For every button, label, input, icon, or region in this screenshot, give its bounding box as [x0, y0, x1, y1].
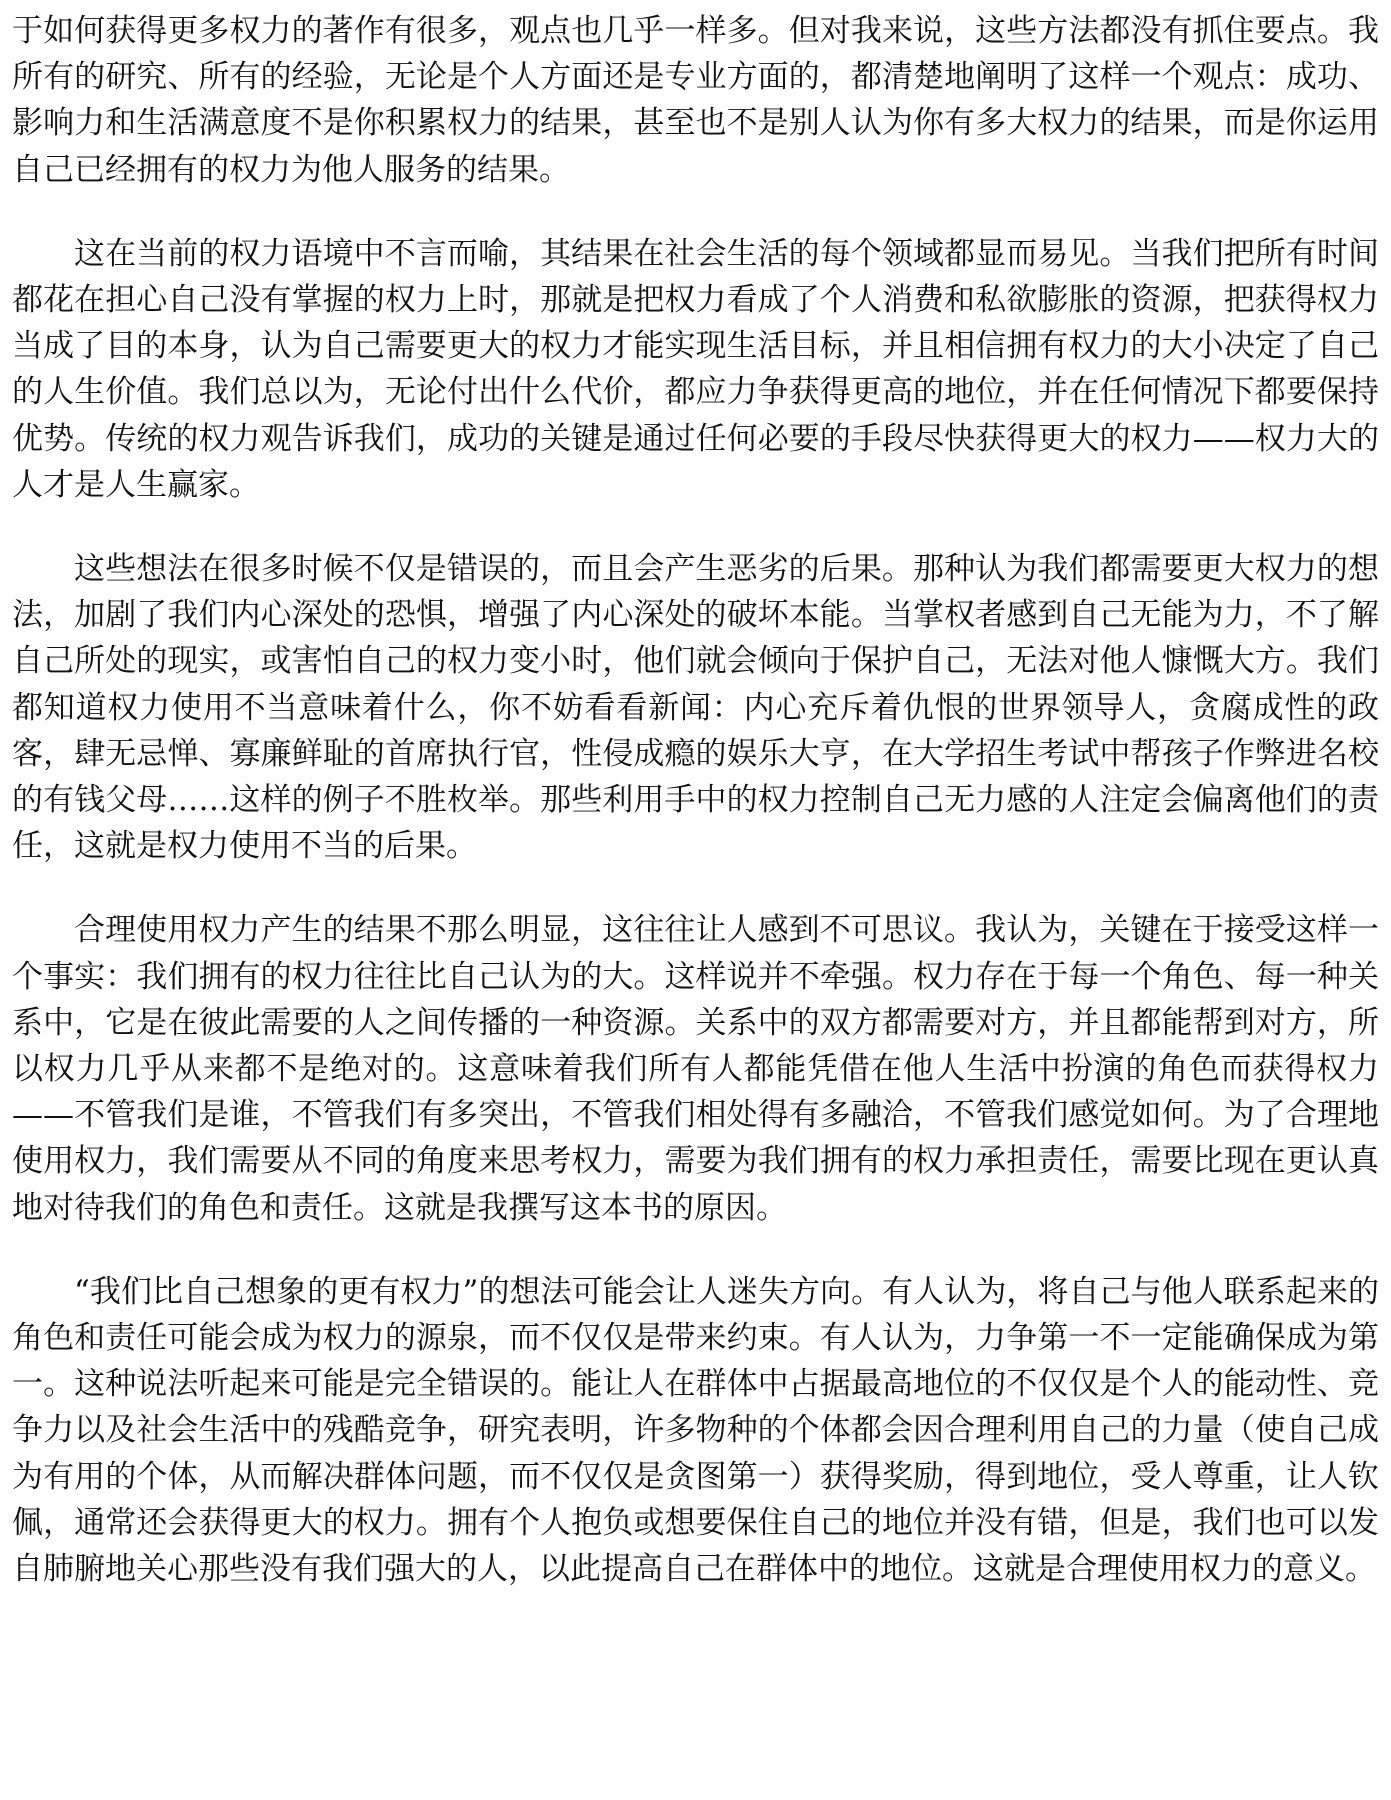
- paragraph-2: 这在当前的权力语境中不言而喻，其结果在社会生活的每个领域都显而易见。当我们把所有时间都花在担心自己没有掌握的权力上时，那就是把权力看成了个人消费和私欲膨胀的资源，把获得权力当成了目的本身，认为自己需要更大的权力才能实现生活目标，并且相信拥有权力的大小决定了自己的人生价值。我们总以为，无论付出什么代价，都应力争获得更高的地位，并在任何情况下都要保持优势。传统的权力观告诉我们，成功的关键是通过任何必要的手段尽快获得更大的权力——权力大的人才是人生赢家。: [12, 235, 1379, 503]
- paragraph-5: “我们比自己想象的更有权力”的想法可能会让人迷失方向。有人认为，将自己与他人联系起来的角色和责任可能会成为权力的源泉，而不仅仅是带来约束。有人认为，力争第一不一定能确保成为第一。这种说法听起来可能是完全错误的。能让人在群体中占据最高地位的不仅仅是个人的能动性、竞争力以及社会生活中的残酷竞争，研究表明，许多物种的个体都会因合理利用自己的力量（使自己成为有用的个体，从而解决群体问题，而不仅仅是贪图第一）获得奖励，得到地位，受人尊重，让人钦佩，通常还会获得更大的权力。拥有个人抱负或想要保住自己的地位并没有错，但是，我们也可以发自肺腑地关心那些没有我们强大的人，以此提高自己在群体中的地位。这就是合理使用权力的意义。: [12, 1273, 1379, 1588]
- paragraph-4: 合理使用权力产生的结果不那么明显，这往往让人感到不可思议。我认为，关键在于接受这样一个事实：我们拥有的权力往往比自己认为的大。这样说并不牵强。权力存在于每一个角色、每一种关系中，它是在彼此需要的人之间传播的一种资源。关系中的双方都需要对方，并且都能帮到对方，所以权力几乎从来都不是绝对的。这意味着我们所有人都能凭借在他人生活中扮演的角色而获得权力——不管我们是谁，不管我们有多突出，不管我们相处得有多融洽，不管我们感觉如何。为了合理地使用权力，我们需要从不同的角度来思考权力，需要为我们拥有的权力承担责任，需要比现在更认真地对待我们的角色和责任。这就是我撰写这本书的原因。: [12, 912, 1379, 1226]
- paragraph-1: 于如何获得更多权力的著作有很多，观点也几乎一样多。但对我来说，这些方法都没有抓住要点。我所有的研究、所有的经验，无论是个人方面还是专业方面的，都清楚地阐明了这样一个观点：成功、影响力和生活满意度不是你积累权力的结果，甚至也不是别人认为你有多大权力的结果，而是你运用自己已经拥有的权力为他人服务的结果。: [12, 13, 1379, 188]
- paragraph-3: 这些想法在很多时候不仅是错误的，而且会产生恶劣的后果。那种认为我们都需要更大权力的想法，加剧了我们内心深处的恐惧，增强了内心深处的破坏本能。当掌权者感到自己无能为力，不了解自己所处的现实，或害怕自己的权力变小时，他们就会倾向于保护自己，无法对他人慷慨大方。我们都知道权力使用不当意味着什么，你不妨看看新闻：内心充斥着仇恨的世界领导人，贪腐成性的政客，肆无忌惮、寡廉鲜耻的首席执行官，性侵成瘾的娱乐大亨，在大学招生考试中帮孩子作弊进名校的有钱父母……这样的例子不胜枚举。那些利用手中的权力控制自己无力感的人注定会偏离他们的责任，这就是权力使用不当的后果。: [12, 551, 1379, 865]
- document-page: [12, 0, 1379, 1800]
